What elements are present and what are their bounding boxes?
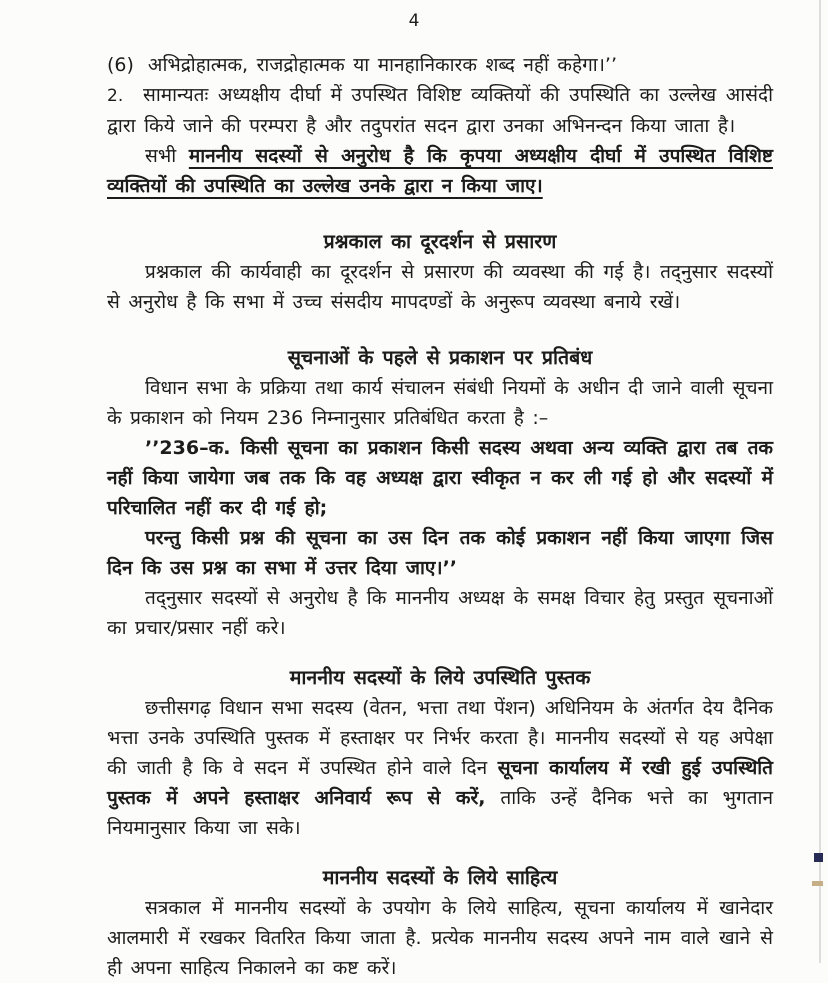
para-gallery-practice	[107, 80, 773, 141]
clause-6-text: अभिद्रोहात्मक, राजद्रोहात्मक या मानहानिकारक शब्द नहीं कहेगा।’’	[147, 54, 618, 76]
para-rule-236a-part1: ’’236–क. किसी सूचना का प्रकाशन किसी सदस्य अथवा अन्य व्यक्ति द्वारा तब तक नहीं किया जायेगा जब तक कि वह अध्यक्ष द्वारा स्वीकृत न कर ली गई हो और सदस्यों में परिचालित नहीं कर दी गई हो;	[107, 437, 773, 519]
para-attendance-emphasis: सूचना कार्यालय में रखी हुई उपस्थिति पुस्तक में अपने हस्ताक्षर अनिवार्य रूप से करें,	[107, 757, 773, 809]
section-heading-literature: माननीय सदस्यों के लिये साहित्य	[322, 866, 558, 889]
scan-artifact-dark-mark	[814, 853, 823, 862]
para-literature-body: सत्रकाल में माननीय सदस्यों के उपयोग के लिये साहित्य, सूचना कार्यालय में खानेदार आलमारी में रखकर वितरित किया जाता है. प्रत्येक माननीय सदस्य अपने नाम वाले खाने से ही अपना साहित्य निकालने का कष्ट करें।	[107, 897, 773, 979]
clause-6-marker: (6)	[107, 54, 134, 76]
para-gallery-number: 2.	[107, 86, 124, 106]
para-request-lead: सभी	[145, 145, 189, 167]
section-heading-question-hour-telecast: प्रश्नकाल का दूरदर्शन से प्रसारण	[323, 230, 557, 253]
scan-edge-line	[819, 0, 821, 963]
clause-6	[107, 50, 773, 80]
para-request	[107, 141, 773, 201]
para-publication-note: तद्नुसार सदस्यों से अनुरोध है कि माननीय अध्यक्ष के समक्ष विचार हेतु प्रस्तुत सूचनाओं का प्रचार/प्रसार नहीं करे।	[107, 587, 773, 639]
para-rule-236a-part2: परन्तु किसी प्रश्न की सूचना का उस दिन तक कोई प्रकाशन नहीं किया जाएगा जिस दिन कि उस प्रश्न का सभा में उत्तर दिया जाए।’’	[107, 527, 773, 579]
section-heading-attendance-book: माननीय सदस्यों के लिये उपस्थिति पुस्तक	[289, 666, 591, 689]
para-attendance-end: ताकि उन्हें दैनिक भत्ते का भुगतान नियमानुसार किया जा सके।	[107, 787, 773, 839]
para-attendance-body	[107, 693, 773, 843]
para-publication-intro: विधान सभा के प्रक्रिया तथा कार्य संचालन संबंधी नियमों के अधीन दी जाने वाली सूचना के प्रकाशन को नियम 236 निम्नानुसार प्रतिबंधित करता है :–	[107, 377, 773, 429]
section-heading-publication-restriction: सूचनाओं के पहले से प्रकाशन पर प्रतिबंध	[287, 346, 593, 369]
para-gallery-text: सामान्यतः अध्यक्षीय दीर्घा में उपस्थित विशिष्ट व्यक्तियों की उपस्थिति का उल्लेख आसंदी द्वारा किये जाने की परम्परा है और तदुपरांत सदन द्वारा उनका अभिनन्दन किया जाता है।	[107, 84, 773, 137]
scan-artifact-tan-mark	[812, 881, 823, 886]
document-body	[107, 50, 773, 983]
para-telecast-body: प्रश्नकाल की कार्यवाही का दूरदर्शन से प्रसारण की व्यवस्था की गई है। तद्नुसार सदस्यों से अनुरोध है कि सभा में उच्च संसदीय मापदण्डों के अनुरूप व्यवस्था बनाये रखें।	[107, 261, 773, 313]
page-number: 4	[408, 11, 420, 31]
para-attendance-start: छत्तीसगढ़ विधान सभा सदस्य (वेतन, भत्ता तथा पेंशन) अधिनियम के अंतर्गत देय दैनिक भत्ता उनके उपस्थिति पुस्तक में हस्ताक्षर पर निर्भर करता है। माननीय सदस्यों से यह अपेक्षा की जाती है कि वे सदन में उपस्थित होने वाले दिन	[107, 697, 773, 779]
para-request-emphasis: माननीय सदस्यों से अनुरोध है कि कृपया अध्यक्षीय दीर्घा में उपस्थित विशिष्ट व्यक्तियों की उपस्थिति का उल्लेख उनके द्वारा न किया जाए।	[107, 145, 773, 197]
